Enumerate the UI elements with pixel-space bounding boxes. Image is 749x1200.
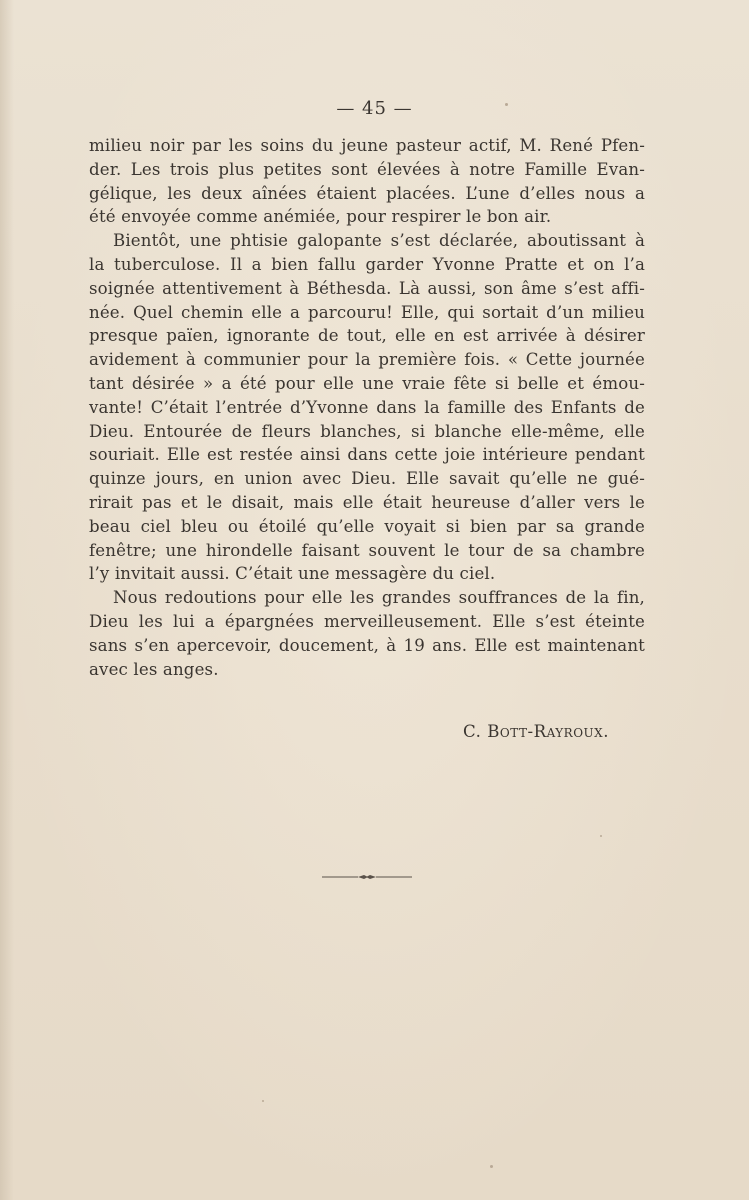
text-line: l’y invitait aussi. C’était une messagère du ciel. <box>89 564 496 584</box>
text-line: avec les anges. <box>89 659 219 679</box>
text-line: der. Les trois plus petites sont élevées à notre Famille Evan- <box>89 159 645 179</box>
text-line: sans s’en apercevoir, doucement, à 19 ans. Elle est maintenant <box>89 635 645 655</box>
text-line: avidement à communier pour la première fois. « Cette journée <box>89 350 645 370</box>
text-line: milieu noir par les soins du jeune pasteur actif, M. René Pfen- <box>89 136 645 155</box>
text-line: tant désirée » a été pour elle une vraie fête si belle et émou- <box>89 373 645 393</box>
text-line: Nous redoutions pour elle les grandes souffrances de la fin, <box>113 588 645 608</box>
text-line: gélique, les deux aînées étaient placées. L’une d’elles nous a <box>89 183 645 203</box>
text-line: née. Quel chemin elle a parcouru! Elle, qui sortait d’un milieu <box>89 302 645 322</box>
text-line: Dieu. Entourée de fleurs blanches, si blanche elle-même, elle <box>89 421 645 441</box>
text-line: quinze jours, en union avec Dieu. Elle savait qu’elle ne gué- <box>89 469 645 489</box>
text-line: rirait pas et le disait, mais elle était heureuse d’aller vers le <box>89 492 645 512</box>
text-line: souriait. Elle est restée ainsi dans cette joie intérieure pendant <box>89 445 645 465</box>
paper-speck <box>262 1100 264 1102</box>
text-line: la tuberculose. Il a bien fallu garder Yvonne Pratte et on l’a <box>89 254 645 274</box>
text-line: fenêtre; une hirondelle faisant souvent le tour de sa chambre <box>89 540 645 560</box>
text-line: presque païen, ignorante de tout, elle en est arrivée à désirer <box>89 326 645 346</box>
paper-speck <box>600 835 602 837</box>
text-line: été envoyée comme anémiée, pour respirer le bon air. <box>89 207 552 227</box>
signature <box>463 722 609 741</box>
ornament-divider <box>322 872 412 882</box>
paper-speck <box>490 1165 493 1168</box>
paper-speck <box>505 103 508 106</box>
text-line: soignée attentivement à Béthesda. Là aussi, son âme s’est affi- <box>89 278 645 298</box>
text-line: Bientôt, une phtisie galopante s’est déclarée, aboutissant à <box>113 231 645 251</box>
text-line: beau ciel bleu ou étoilé qu’elle voyait si bien par sa grande <box>89 516 645 536</box>
text-line: Dieu les lui a épargnées merveilleusement. Elle s’est éteinte <box>89 611 645 631</box>
signature-name: Bott-Rayroux. <box>487 722 609 741</box>
page-number: — 45 — <box>336 98 413 119</box>
text-line: vante! C’était l’entrée d’Yvonne dans la famille des Enfants de <box>89 397 645 417</box>
signature-initial: C. <box>463 722 482 741</box>
body-text <box>89 134 645 681</box>
